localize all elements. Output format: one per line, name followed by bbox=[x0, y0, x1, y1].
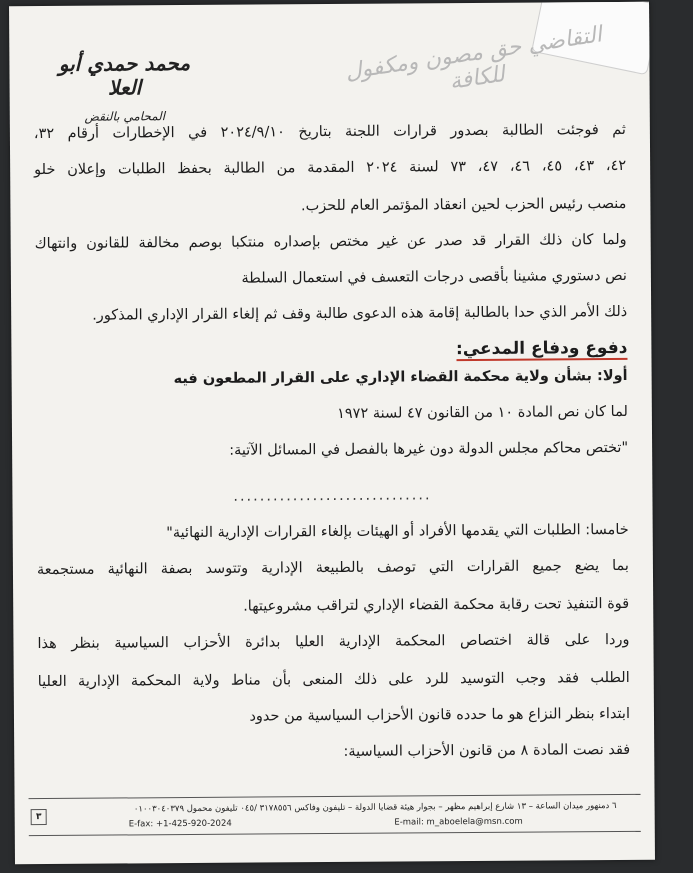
footer-email: E-mail: m_aboelela@msn.com bbox=[394, 816, 523, 828]
text-line: قوة التنفيذ تحت رقابة محكمة القضاء الإداري لتراقب مشروعيتها. bbox=[243, 595, 630, 615]
text-line: ذلك الأمر الذي حدا بالطالبة إقامة هذه الدعوى طالبة وقف ثم إلغاء القرار الإداري المذكور. bbox=[92, 303, 628, 324]
letterhead-footer bbox=[29, 794, 641, 836]
section-heading bbox=[35, 338, 627, 362]
section-heading-text: دفوع ودفاع المدعي: bbox=[455, 337, 628, 360]
text-line: فقد نصت المادة ٨ من قانون الأحزاب السياسية: bbox=[343, 741, 631, 760]
footer-address: ٦ دمنهور ميدان الساعة – ١٣ شارع إبراهيم مظهر – بجوار هيئة قضايا الدولة – تليفون وفاكس ٣١٧٨٥٥٦ /٠٤٥ تليفون محمول ٠١٠٠٣٠٤٠٣٧٩ bbox=[133, 801, 617, 815]
quote-line: "تختص محاكم مجلس الدولة دون غيرها بالفصل في المسائل الآتية: bbox=[229, 439, 629, 459]
text-line: بما يضع جميع القرارات التي توصف بالطبيعة الإدارية وتتوسد بصفة النهائية مستجمعة bbox=[36, 557, 629, 579]
ellipsis-line: .............................. bbox=[233, 487, 432, 505]
letterhead-motto: التقاضي حق مصون ومكفول للكافة bbox=[343, 22, 604, 95]
text-line: الطلب فقد وجب التوسيد للرد على ذلك المنعى بأن مناط ولاية المحكمة الإدارية العليا bbox=[37, 669, 630, 691]
lawyer-signature bbox=[49, 51, 199, 124]
text-line: منصب رئيس الحزب لحين انعقاد المؤتمر العام للحزب. bbox=[300, 195, 627, 215]
text-line: ثم فوجئت الطالبة بصدور قرارات اللجنة بتاريخ ٢٠٢٤/٩/١٠ في الإخطارات أرقام ٣٢، bbox=[33, 121, 626, 143]
text-line: ٤٢، ٤٣، ٤٥، ٤٦، ٤٧، ٧٣ لسنة ٢٠٢٤ المقدمة من الطالبة بحفظ الطلبات وإعلان خلو bbox=[34, 157, 627, 179]
text-line: لما كان نص المادة ١٠ من القانون ٤٧ لسنة ١٩٧٢ bbox=[337, 403, 628, 422]
lawyer-name: محمد حمدي أبو العلا bbox=[58, 50, 191, 100]
text-line: نص دستوري مشينا بأقصى درجات التعسف في استعمال السلطة bbox=[241, 267, 627, 287]
lawyer-title: المحامي بالنقض bbox=[84, 109, 166, 124]
page-number: ٣ bbox=[31, 809, 47, 825]
text-line: ولما كان ذلك القرار قد صدر عن غير مختص بإصداره منتكبا بوصم مخالفة للقانون وانتهاك bbox=[34, 231, 627, 253]
subsection-heading: أولا: بشأن ولاية محكمة القضاء الإداري على القرار المطعون فيه bbox=[173, 367, 628, 388]
text-line: ابتداء بنظر النزاع هو ما حدده قانون الأحزاب السياسية من حدود bbox=[249, 705, 631, 725]
text-line: وردا على قالة اختصاص المحكمة الإدارية العليا بدائرة الأحزاب السياسية بنظر هذا bbox=[37, 631, 630, 653]
quote-line: خامسا: الطلبات التي يقدمها الأفراد أو الهيئات بإلغاء القرارات الإدارية النهائية" bbox=[166, 521, 629, 542]
document-page bbox=[9, 2, 655, 864]
footer-efax: E-fax: +1-425-920-2024 bbox=[128, 818, 232, 830]
